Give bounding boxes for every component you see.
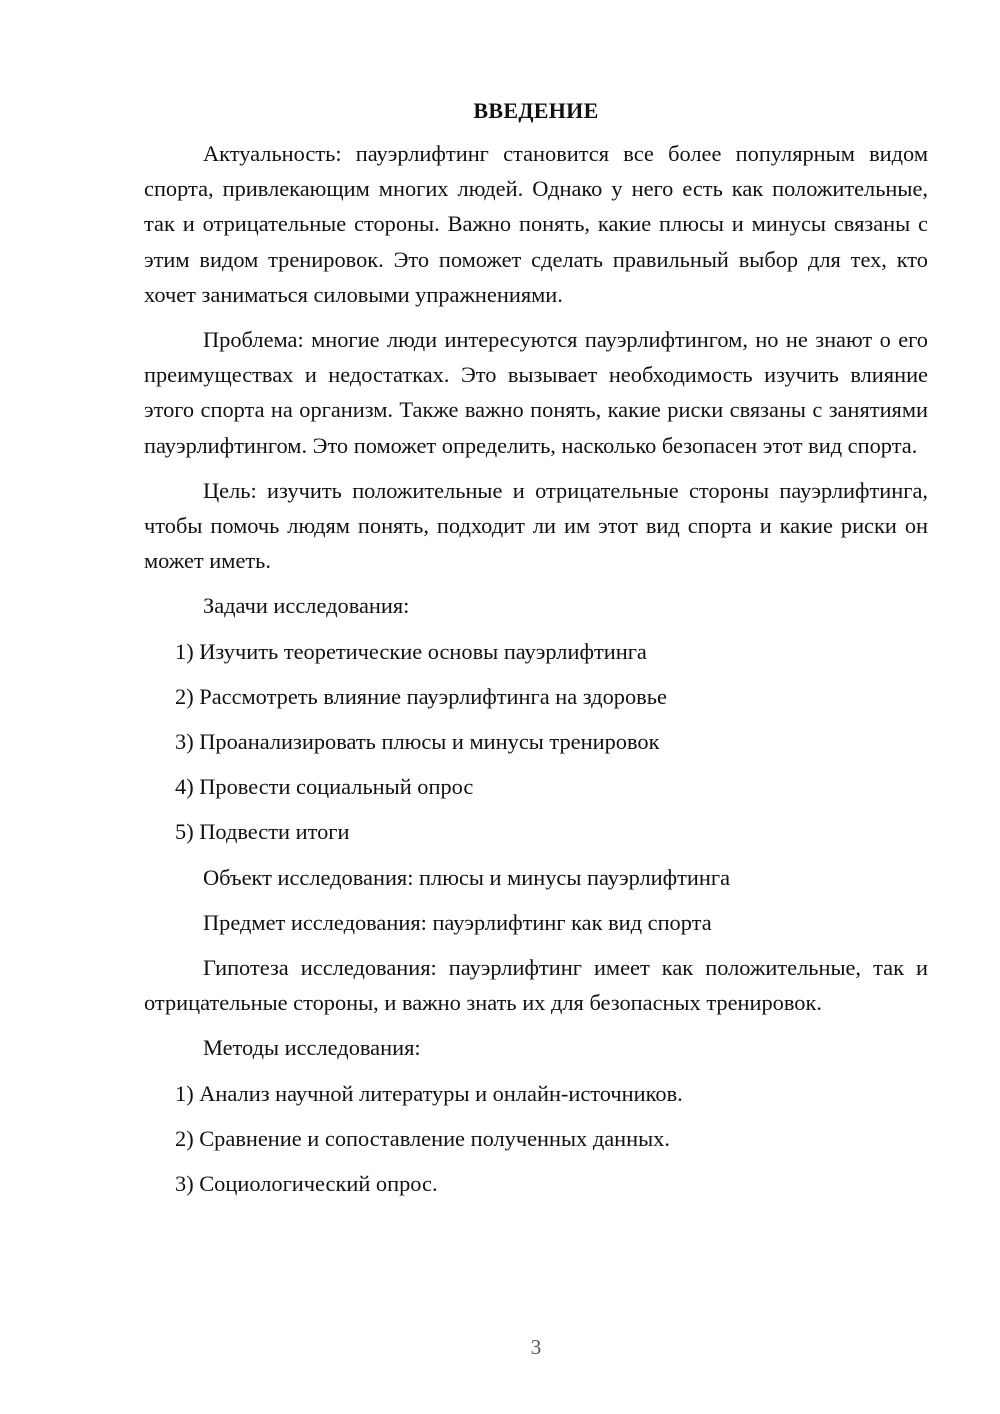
tasks-list (144, 634, 928, 850)
page-number: 3 (530, 1335, 542, 1359)
methods-heading: Методы исследования: (203, 1035, 421, 1061)
methods-list (144, 1076, 928, 1202)
object-line: Объект исследования: плюсы и минусы пауэрлифтинга (203, 864, 731, 890)
document-page (144, 96, 928, 1201)
list-item: 2) Сравнение и сопоставление полученных данных. (175, 1125, 670, 1151)
subject-line: Предмет исследования: пауэрлифтинг как вид спорта (203, 909, 712, 935)
list-item: 3) Проанализировать плюсы и минусы тренировок (175, 729, 660, 755)
list-item: 4) Провести социальный опрос (175, 774, 474, 800)
hypothesis-paragraph: Гипотеза исследования: пауэрлифтинг имеет как положительные, так и отрицательные стороны, и важно знать их для безопасных тренировок. (144, 955, 928, 1016)
list-item: 1) Изучить теоретические основы пауэрлифтинга (175, 638, 647, 664)
list-item: 5) Подвести итоги (175, 819, 350, 845)
list-item: 1) Анализ научной литературы и онлайн-источников. (175, 1080, 683, 1106)
list-item: 3) Социологический опрос. (175, 1171, 438, 1197)
section-title: ВВЕДЕНИЕ (473, 98, 599, 123)
tasks-heading: Задачи исследования: (203, 593, 410, 619)
relevance-paragraph: Актуальность: пауэрлифтинг становится все более популярным видом спорта, привлекающим многих людей. Однако у него есть как положительные, так и отрицательные стороны. Важно понять, какие плюсы и минусы связаны с этим видом тренировок. Это поможет сделать правильный выбор для тех, кто хочет заниматься силовыми упражнениями. (144, 141, 928, 307)
problem-paragraph: Проблема: многие люди интересуются пауэрлифтингом, но не знают о его преимуществах и недостатках. Это вызывает необходимость изучить влияние этого спорта на организм. Также важно понять, какие риски связаны с занятиями пауэрлифтингом. Это поможет определить, насколько безопасен этот вид спорта. (144, 327, 928, 458)
goal-paragraph: Цель: изучить положительные и отрицательные стороны пауэрлифтинга, чтобы помочь людям понять, подходит ли им этот вид спорта и какие риски он может иметь. (144, 477, 928, 574)
list-item: 2) Рассмотреть влияние пауэрлифтинга на здоровье (175, 683, 667, 709)
